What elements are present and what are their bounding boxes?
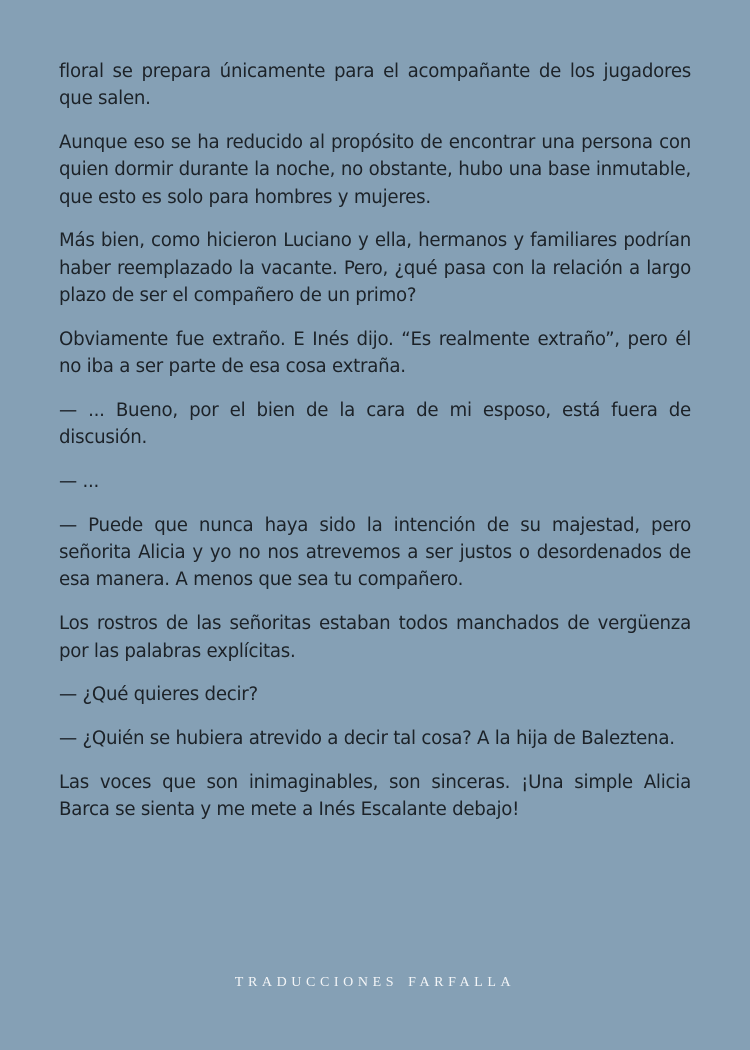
dialogue-line: — ... Bueno, por el bien de la cara de mi esposo, está fuera de discusión. — [59, 399, 691, 449]
footer-word-1: TRADUCCIONES — [234, 975, 399, 990]
paragraph: Más bien, como hicieron Luciano y ella, hermanos y familiares podrían haber reemplazado la vacante. Pero, ¿qué pasa con la relación a largo plazo de ser el compañero de un primo? — [59, 230, 691, 307]
dialogue-line: — ¿Quién se hubiera atrevido a decir tal cosa? A la hija de Baleztena. — [59, 728, 675, 750]
paragraph: floral se prepara únicamente para el acompañante de los jugadores que salen. — [59, 61, 691, 110]
page-body — [59, 58, 691, 840]
paragraph: Obviamente fue extraño. E Inés dijo. “Es realmente extraño”, pero él no iba a ser parte de esa cosa extraña. — [59, 328, 691, 378]
paragraph: Las voces que son inimaginables, son sinceras. ¡Una simple Alicia Barca se sienta y me mete a Inés Escalante debajo! — [59, 771, 691, 821]
paragraph: Aunque eso se ha reducido al propósito de encontrar una persona con quien dormir durante la noche, no obstante, hubo una base inmutable, que esto es solo para hombres y mujeres. — [59, 132, 691, 208]
dialogue-line: — Puede que nunca haya sido la intención de su majestad, pero señorita Alicia y yo no nos atrevemos a ser justos o desordenados de esa manera. A menos que sea tu compañero. — [59, 514, 691, 591]
footer-word-2: FARFALLA — [408, 975, 516, 990]
dialogue-line: — ¿Qué quieres decir? — [59, 684, 258, 706]
paragraph: Los rostros de las señoritas estaban todos manchados de vergüenza por las palabras explícitas. — [59, 613, 691, 662]
dialogue-line: — ... — [59, 471, 100, 493]
footer-credit — [0, 975, 750, 991]
